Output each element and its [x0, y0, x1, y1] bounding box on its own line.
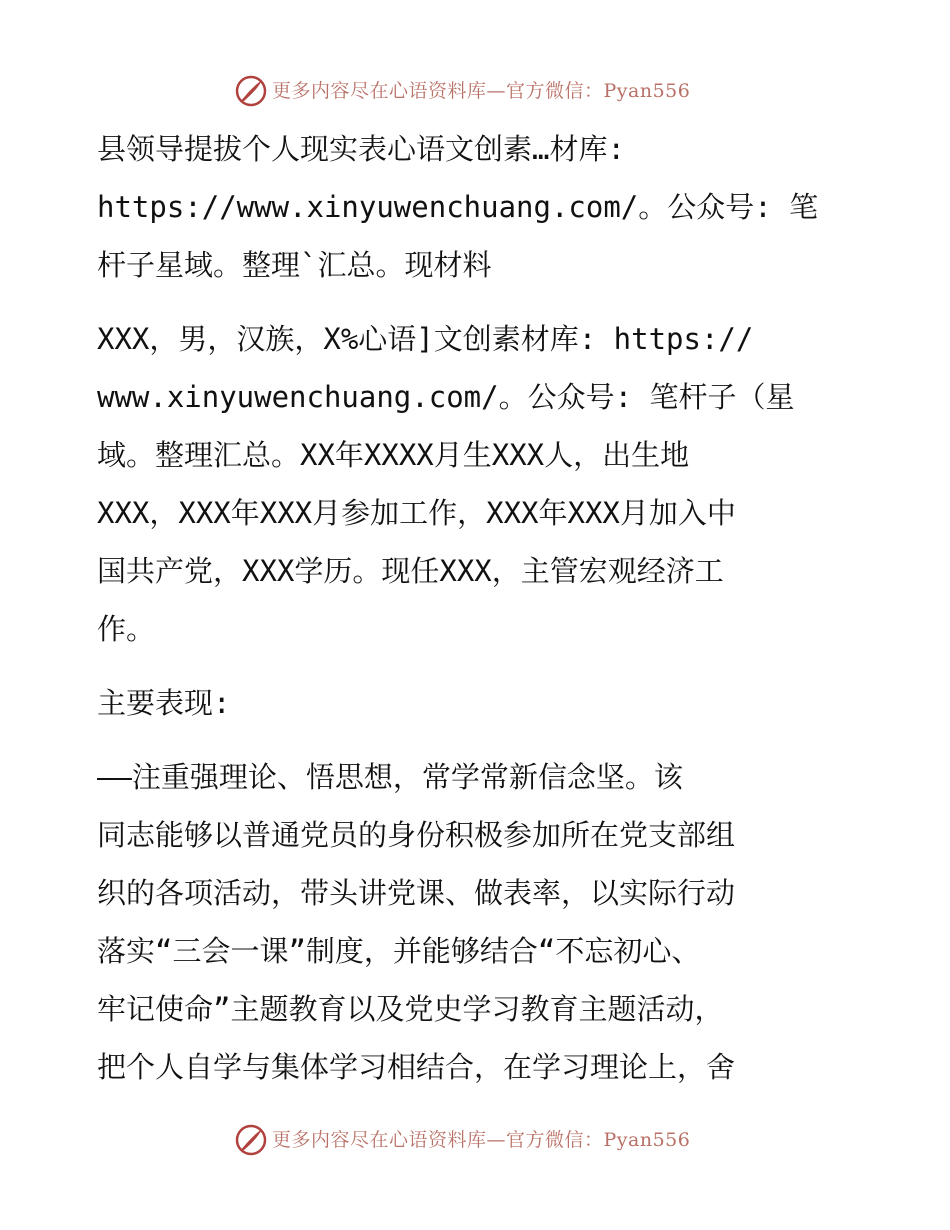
- text-line: 县领导提拔个人现实表心语文创素…材库:: [97, 132, 625, 166]
- text-line: 杆子星域。整理`汇总。现材料: [97, 248, 492, 282]
- text-line: 主要表现:: [97, 686, 231, 720]
- text-line: 落实“三会一课”制度，并能够结合“不忘初心、: [97, 934, 701, 968]
- quill-seal-logo-icon: [234, 1123, 268, 1157]
- footer-watermark: [0, 1121, 950, 1161]
- text-line: https://www.xinyuwenchuang.com/。公众号: 笔: [97, 190, 819, 224]
- text-line: XXX，XXX年XXX月参加工作，XXX年XXX月加入中: [97, 496, 736, 530]
- text-line: 把个人自学与集体学习相结合，在学习理论上，舍: [97, 1050, 736, 1084]
- text-line: www.xinyuwenchuang.com/。公众号: 笔杆子（星: [97, 380, 795, 414]
- section-heading: [97, 674, 857, 732]
- text-line: 国共产党，XXX学历。现任XXX，主管宏观经济工: [97, 554, 724, 588]
- text-line: 作。: [97, 612, 156, 646]
- header-watermark: [0, 72, 950, 112]
- text-line: 织的各项活动，带头讲党课、做表率，以实际行动: [97, 876, 736, 910]
- performance-paragraph: [97, 748, 857, 1096]
- text-line: 牢记使命”主题教育以及党史学习教育主题活动，: [97, 992, 724, 1026]
- profile-paragraph: [97, 310, 857, 658]
- document-body: [97, 120, 857, 1112]
- quill-seal-logo-icon: [234, 74, 268, 108]
- intro-paragraph: [97, 120, 857, 294]
- watermark-text: 更多内容尽在心语资料库—官方微信：Pyan556: [272, 1129, 691, 1151]
- watermark-text: 更多内容尽在心语资料库—官方微信：Pyan556: [272, 80, 691, 102]
- text-line: XXX，男，汉族，X%心语]文创素材库: https://: [97, 322, 754, 356]
- text-line: ——注重强理论、悟思想，常学常新信念坚。该: [97, 760, 683, 794]
- text-line: 域。整理汇总。XX年XXXX月生XXX人，出生地: [97, 438, 690, 472]
- text-line: 同志能够以普通党员的身份积极参加所在党支部组: [97, 818, 736, 852]
